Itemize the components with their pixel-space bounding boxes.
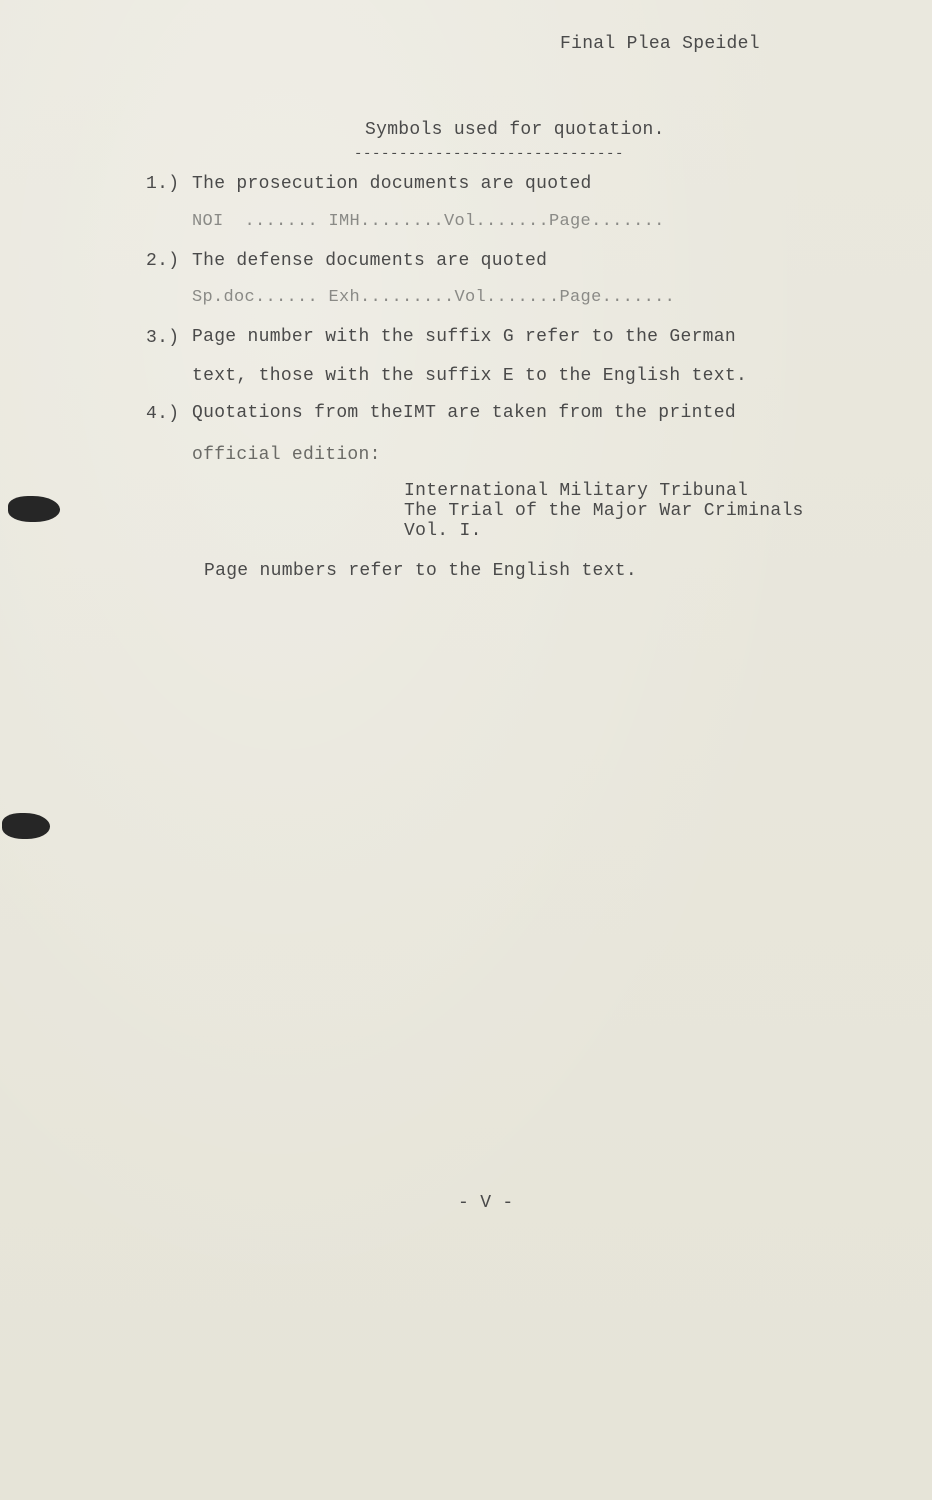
citation-line-1: International Military Tribunal	[404, 481, 749, 501]
item-4-line-1: Quotations from theIMT are taken from the printed	[192, 403, 736, 423]
citation-line-2: The Trial of the Major War Criminals	[404, 501, 804, 521]
item-4-number: 4.)	[146, 404, 180, 424]
page-number-marker: - V -	[458, 1193, 514, 1213]
item-3-line-2: text, those with the suffix E to the English text.	[192, 366, 748, 386]
punch-hole-bottom	[2, 813, 50, 839]
item-3-line-1: Page number with the suffix G refer to the German	[192, 327, 736, 347]
item-1-number: 1.)	[146, 174, 180, 194]
citation-line-3: Vol. I.	[404, 521, 482, 541]
item-1-line-1: The prosecution documents are quoted	[192, 174, 592, 194]
punch-hole-top	[8, 496, 60, 522]
item-1-line-2: NOI ....... IMH........Vol.......Page.......	[192, 212, 665, 231]
title-underline: ------------------------------	[354, 146, 625, 162]
document-header: Final Plea Speidel	[560, 34, 760, 54]
item-2-line-1: The defense documents are quoted	[192, 251, 548, 271]
item-2-number: 2.)	[146, 251, 180, 271]
page-title: Symbols used for quotation.	[365, 120, 665, 140]
page-number-note: Page numbers refer to the English text.	[204, 561, 637, 581]
item-4-line-2: official edition:	[192, 445, 381, 465]
item-3-number: 3.)	[146, 328, 180, 348]
item-2-line-2: Sp.doc...... Exh.........Vol.......Page.......	[192, 288, 676, 307]
